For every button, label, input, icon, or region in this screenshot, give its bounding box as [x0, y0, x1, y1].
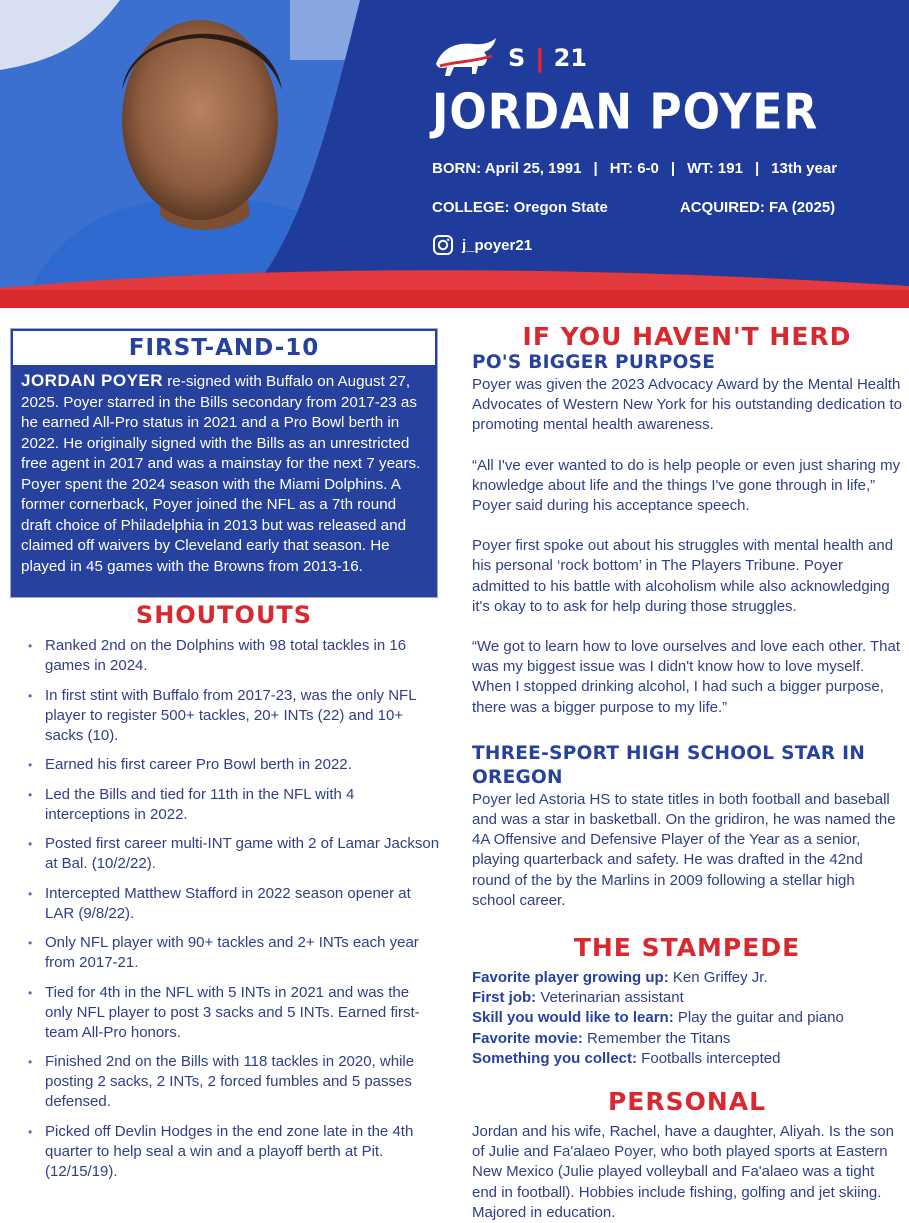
shoutout-item: • Intercepted Matthew Stafford in 2022 season opener at LAR (9/8/22). — [28, 884, 440, 924]
stampede-item — [472, 1008, 902, 1028]
purpose-title: PO'S BIGGER PURPOSE — [472, 352, 716, 373]
purpose-quote: “We got to learn how to love ourselves and love each other. That was my biggest issue was I didn't know how to love myself. When I stopped drinking alcohol, I had such a bigger purpose, there was a bigger purpose to my life.” — [472, 638, 901, 716]
stampede-value: Veterinarian assistant — [536, 989, 684, 1007]
stampede-label: First job: — [472, 989, 537, 1007]
shoutout-item: • Only NFL player with 90+ tackles and 2+ INTs each year from 2017-21. — [28, 933, 440, 973]
instagram-handle[interactable]: j_poyer21 — [462, 236, 533, 254]
bills-logo-icon — [432, 36, 498, 80]
bio-row-2 — [432, 199, 902, 216]
experience: 13th year — [771, 160, 838, 178]
stampede-title: THE STAMPEDE — [573, 933, 801, 963]
first-and-10-body — [11, 365, 437, 577]
player-header — [0, 0, 909, 308]
shoutout-item: • Earned his first career Pro Bowl berth in 2022. — [28, 755, 440, 775]
position-separator: | — [536, 42, 544, 73]
position-row — [432, 36, 902, 80]
weight: WT: 191 — [687, 160, 743, 178]
shoutout-item: • Posted first career multi-INT game with 2 of Lamar Jackson at Bal. (10/2/22). — [28, 834, 440, 874]
first-and-10-text: re-signed with Buffalo on August 27, 2025. Poyer starred in the Bills secondary from 2017-23 as he earned All-Pro status in 2021 and a Pro Bowl berth in 2022. He originally signed with the Bills as an unrestricted free agent in 2017 and was a mainstay for the next 7 years. Poyer spent the 2024 season with the Miami Dolphins. A former cornerback, Poyer joined the NFL as a 7th round draft choice of Philadelphia in 2013 but was released and claimed off waivers by Cleveland early that season. He played in 45 games with the Browns from 2013-16. — [21, 373, 421, 575]
high-school-paragraph: Poyer led Astoria HS to state titles in both football and baseball and was a star in basketball. On the gridiron, he was named the 4A Offensive and Defensive Player of the Year as a senior, playing quarterback and safety. He was drafted in the 42nd round of the by the Marlins in 2009 following a stellar high school career. — [472, 790, 896, 909]
stampede-item — [472, 988, 902, 1008]
stampede-list — [472, 968, 902, 1069]
player-name: JORDAN POYER — [432, 83, 819, 141]
college: COLLEGE: Oregon State — [432, 199, 608, 217]
acquired: ACQUIRED: FA (2025) — [679, 199, 836, 217]
stampede-item — [472, 1049, 902, 1069]
purpose-paragraph: Poyer was given the 2023 Advocacy Award by the Mental Health Advocates of Western New York for his outstanding dedication to promoting mental health awareness. — [472, 376, 902, 434]
purpose-quote: “All I've ever wanted to do is help people or even just sharing my knowledge about life and the things I've gone through in life,” Poyer said during his acceptance speech. — [472, 456, 901, 515]
heard-title: IF YOU HAVEN'T HERD — [522, 322, 852, 351]
stampede-value: Footballs intercepted — [637, 1049, 781, 1067]
shoutout-item: • Tied for 4th in the NFL with 5 INTs in 2021 and was the only NFL player to post 3 sacks and 5 INTs. Earned first-team All-Pro honors. — [28, 983, 440, 1043]
bio-row — [432, 160, 902, 177]
personal-title: PERSONAL — [607, 1087, 767, 1117]
instagram-icon — [432, 234, 454, 256]
stampede-item — [472, 968, 902, 988]
shoutout-item: • Finished 2nd on the Bills with 118 tackles in 2020, while posting 2 sacks, 2 INTs, 2 forced fumbles and 5 passes defensed. — [28, 1052, 440, 1112]
bio-separator: | — [670, 160, 676, 178]
shoutouts-title: SHOUTOUTS — [135, 601, 313, 629]
stampede-value: Ken Griffey Jr. — [668, 969, 768, 987]
header-info — [432, 36, 902, 256]
stampede-label: Favorite movie: — [472, 1029, 583, 1047]
position: S — [508, 44, 527, 72]
stampede-value: Remember the Titans — [582, 1029, 731, 1047]
stampede-item — [472, 1029, 902, 1049]
right-column — [472, 322, 902, 1223]
shoutouts-list — [28, 636, 440, 1191]
shoutout-item: • Picked off Devlin Hodges in the end zone late in the 4th quarter to help seal a win and a playoff berth at Pit. (12/15/19). — [28, 1122, 440, 1182]
jersey-number: 21 — [553, 44, 587, 72]
first-and-10-title: FIRST-AND-10 — [13, 331, 435, 365]
shoutout-item: • Led the Bills and tied for 11th in the NFL with 4 interceptions in 2022. — [28, 785, 440, 825]
born: BORN: April 25, 1991 — [432, 160, 582, 178]
bio-separator: | — [593, 160, 598, 178]
bio-separator: | — [754, 160, 760, 178]
stampede-value: Play the guitar and piano — [673, 1009, 844, 1027]
first-and-10-box — [10, 328, 438, 598]
shoutout-item: • In first stint with Buffalo from 2017-23, was the only NFL player to register 500+ tackles, 20+ INTs (22) and 10+ sacks (10). — [28, 686, 440, 746]
shoutout-item: • Ranked 2nd on the Dolphins with 98 total tackles in 16 games in 2024. — [28, 636, 440, 676]
instagram-row[interactable] — [432, 234, 902, 256]
height: HT: 6-0 — [609, 160, 659, 178]
personal-paragraph: Jordan and his wife, Rachel, have a daughter, Aliyah. Is the son of Julie and Fa'alaeo Poyer, who both played sports at Eastern New Mexico (Julie played volleyball and Fa'alaeo was a tight end in football). Hobbies include fishing, golfing and jet skiing. Majored in education. — [472, 1123, 894, 1221]
first-and-10-lead: JORDAN POYER — [21, 371, 164, 390]
high-school-title: THREE-SPORT HIGH SCHOOL STAR IN OREGON — [472, 742, 866, 788]
stampede-label: Skill you would like to learn: — [472, 1009, 674, 1027]
purpose-paragraph: Poyer first spoke out about his struggles with mental health and his personal ‘rock bottom’ in The Players Tribune. Poyer admitted to his battle with alcoholism while also acknowledging it's okay to to ask for help during those struggles. — [472, 537, 894, 615]
stampede-label: Something you collect: — [472, 1049, 638, 1067]
stampede-label: Favorite player growing up: — [472, 969, 669, 987]
